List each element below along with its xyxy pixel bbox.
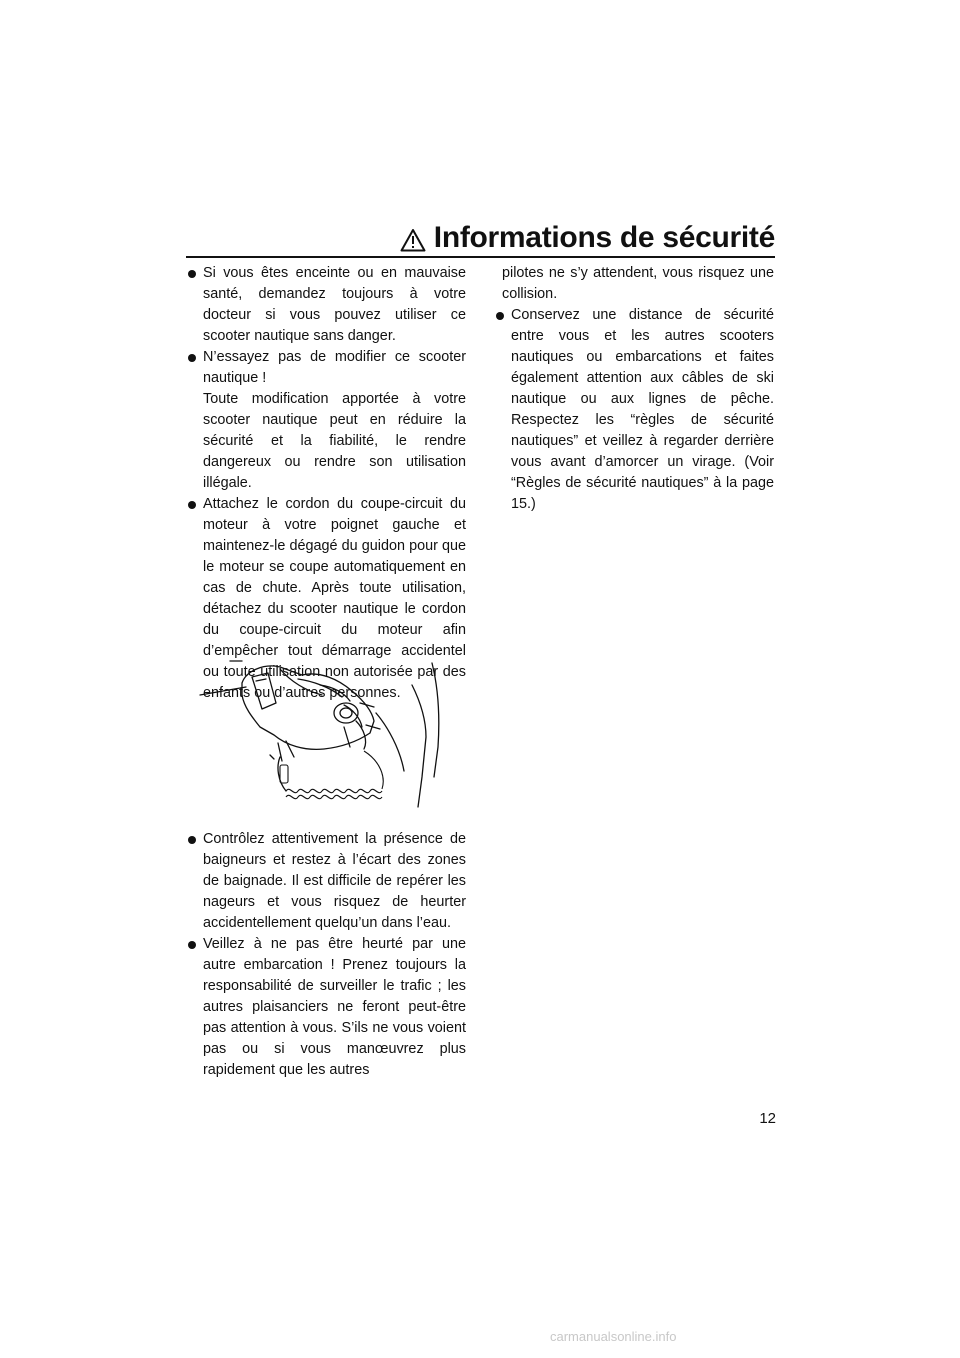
bullet-icon xyxy=(188,836,196,844)
left-column-bottom xyxy=(186,829,466,1081)
bullet-icon xyxy=(188,501,196,509)
list-item xyxy=(186,347,466,494)
list-item xyxy=(186,263,466,347)
bullet-icon xyxy=(188,941,196,949)
list-item xyxy=(494,305,774,515)
left-column-top xyxy=(186,263,466,704)
list-item-text: Toute modification apportée à votre scooter nautique peut en réduire la sécurité et la fiabilité, le rendre dangereux ou rendre son utilisation illégale. xyxy=(203,391,466,491)
list-item-text: Contrôlez attentivement la présence de baigneurs et restez à l’écart des zones de baignade. Il est difficile de repérer les nageurs et vous risquez de heurter accidentellement quelqu’un dans l’eau. xyxy=(203,831,466,931)
page-title: Informations de sécurité xyxy=(433,221,775,254)
list-item-text: Conservez une distance de sécurité entre vous et les autres scooters nautiques ou embarcations et faites également attention aux câbles de ski nautique ou aux lignes de pêche. Respectez les “règles de sécurité nautiques” et veillez à regarder derrière vous avant d’amorcer un virage. (Voir “Règles de sécurité nautiques” à la page 15.) xyxy=(511,307,774,512)
page-number: 12 xyxy=(759,1110,776,1127)
list-item-text: Si vous êtes enceinte ou en mauvaise santé, demandez toujours à votre docteur si vous pouvez utiliser ce scooter nautique sans danger. xyxy=(203,265,466,344)
continued-text xyxy=(494,263,774,305)
bullet-icon xyxy=(496,312,504,320)
list-item xyxy=(186,934,466,1081)
list-item-text: N’essayez pas de modifier ce scooter nautique ! xyxy=(203,349,466,386)
gloved-hand-engine-cutoff-lanyard-illustration xyxy=(194,657,459,812)
bullet-icon xyxy=(188,354,196,362)
list-item-text: Veillez à ne pas être heurté par une autre embarcation ! Prenez toujours la responsabilité de surveiller le trafic ; les autres plaisanciers ne feront peut-être pas attention à vous. S’ils ne vous voient pas ou si vous manœuvrez plus rapidement que les autres xyxy=(203,936,466,1078)
list-item xyxy=(186,829,466,934)
warning-triangle-icon xyxy=(400,228,426,252)
bullet-icon xyxy=(188,270,196,278)
list-item-text: pilotes ne s’y attendent, vous risquez une collision. xyxy=(502,265,774,302)
right-column xyxy=(494,263,774,515)
list-item-text: Attachez le cordon du coupe-circuit du moteur à votre poignet gauche et maintenez-le dégagé du guidon pour que le moteur se coupe automatiquement en cas de chute. Après toute utilisation, détachez du scooter nautique le cordon du coupe-circuit du moteur afin d’empêcher tout démarrage accidentel ou toute utilisation non autorisée par des enfants ou d’autres personnes. xyxy=(203,496,466,701)
page-header xyxy=(186,222,775,258)
watermark: carmanualsonline.info xyxy=(550,1329,677,1344)
